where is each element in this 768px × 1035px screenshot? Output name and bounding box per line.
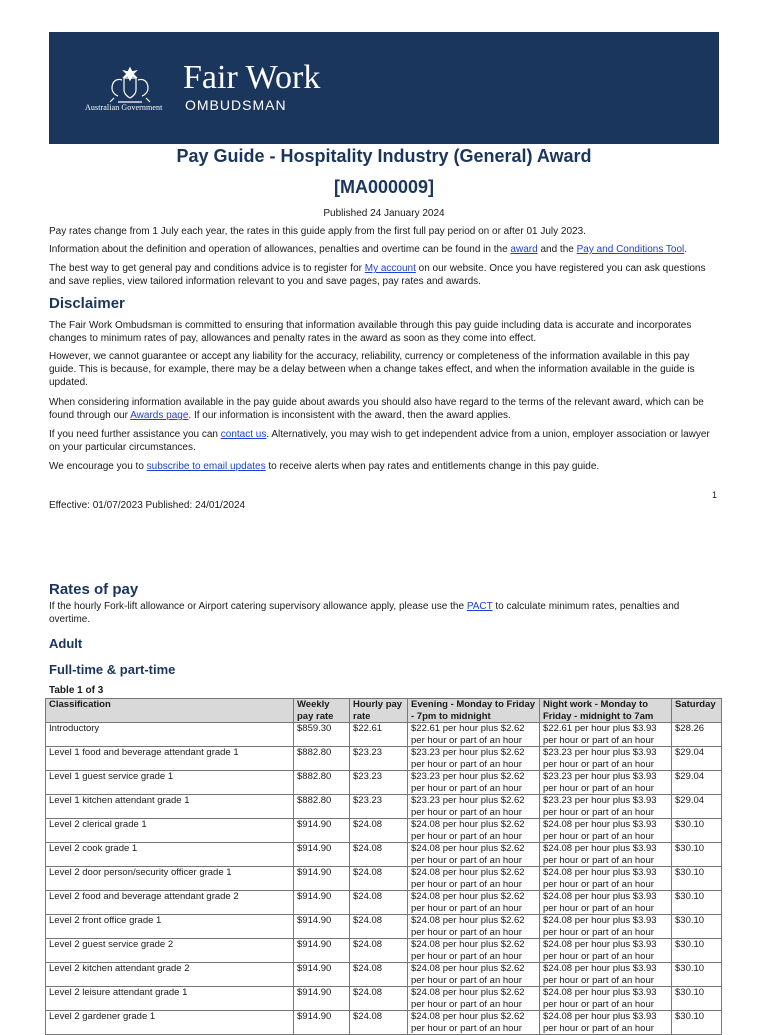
cell-hourly: $23.23 bbox=[350, 771, 408, 795]
coat-of-arms-logo bbox=[104, 64, 156, 106]
page-title: Pay Guide - Hospitality Industry (General) Award bbox=[176, 146, 592, 166]
cell-night: $24.08 per hour plus $3.93 per hour or part of an hour bbox=[540, 867, 672, 891]
cell-night: $24.08 per hour plus $3.93 per hour or part of an hour bbox=[540, 915, 672, 939]
footer-effective: Effective: 01/07/2023 Published: 24/01/2024 bbox=[49, 500, 246, 511]
cell-hourly: $24.08 bbox=[350, 1011, 408, 1035]
disclaimer-paragraph-2: However, we cannot guarantee or accept any liability for the accuracy, reliability, currency or completeness of the information available in this pay guide. This is because, for example, there may be a delay between when a change takes effect, and when the information available in the guide is updated. bbox=[49, 351, 695, 388]
cell-weekly: $914.90 bbox=[294, 939, 350, 963]
disclaimer-paragraph-4: If you need further assistance you can contact us. Alternatively, you may wish to get independent advice from a union, employer association or lawyer on your particular circumstances. bbox=[49, 429, 710, 453]
adult-heading: Adult bbox=[49, 636, 83, 651]
subscribe-link[interactable]: subscribe to email updates bbox=[146, 461, 266, 472]
cell-hourly: $24.08 bbox=[350, 939, 408, 963]
cell-weekly: $914.90 bbox=[294, 843, 350, 867]
pay-rates-table bbox=[45, 698, 722, 1035]
rates-intro: If the hourly Fork-lift allowance or Airport catering supervisory allowance apply, please use the PACT to calculate minimum rates, penalties and overtime. bbox=[49, 601, 680, 625]
cell-weekly: $882.80 bbox=[294, 795, 350, 819]
cell-evening: $24.08 per hour plus $2.62 per hour or part of an hour bbox=[408, 867, 540, 891]
cell-night: $24.08 per hour plus $3.93 per hour or part of an hour bbox=[540, 819, 672, 843]
cell-evening: $24.08 per hour plus $2.62 per hour or part of an hour bbox=[408, 819, 540, 843]
cell-hourly: $24.08 bbox=[350, 867, 408, 891]
table-row bbox=[46, 747, 722, 771]
col-saturday: Saturday bbox=[672, 699, 722, 723]
intro-paragraph-1: Pay rates change from 1 July each year, the rates in this guide apply from the first full pay period on or after 01 July 2023. bbox=[49, 226, 586, 237]
table-row bbox=[46, 987, 722, 1011]
cell-weekly: $914.90 bbox=[294, 891, 350, 915]
disclaimer-heading: Disclaimer bbox=[49, 295, 125, 312]
cell-weekly: $914.90 bbox=[294, 915, 350, 939]
full-time-part-time-heading: Full-time & part-time bbox=[49, 662, 176, 677]
table-row bbox=[46, 939, 722, 963]
cell-evening: $24.08 per hour plus $2.62 per hour or part of an hour bbox=[408, 987, 540, 1011]
cell-evening: $24.08 per hour plus $2.62 per hour or part of an hour bbox=[408, 915, 540, 939]
cell-evening: $22.61 per hour plus $2.62 per hour or part of an hour bbox=[408, 723, 540, 747]
cell-hourly: $24.08 bbox=[350, 843, 408, 867]
cell-night: $23.23 per hour plus $3.93 per hour or part of an hour bbox=[540, 747, 672, 771]
cell-evening: $24.08 per hour plus $2.62 per hour or part of an hour bbox=[408, 843, 540, 867]
government-label: Australian Government bbox=[85, 103, 163, 112]
cell-evening: $24.08 per hour plus $2.62 per hour or part of an hour bbox=[408, 1011, 540, 1035]
cell-saturday: $30.10 bbox=[672, 987, 722, 1011]
my-account-link[interactable]: My account bbox=[364, 263, 416, 274]
cell-saturday: $30.10 bbox=[672, 843, 722, 867]
cell-classification: Level 2 guest service grade 2 bbox=[46, 939, 294, 963]
cell-evening: $23.23 per hour plus $2.62 per hour or part of an hour bbox=[408, 747, 540, 771]
cell-saturday: $28.26 bbox=[672, 723, 722, 747]
cell-hourly: $22.61 bbox=[350, 723, 408, 747]
cell-hourly: $23.23 bbox=[350, 795, 408, 819]
cell-hourly: $24.08 bbox=[350, 915, 408, 939]
cell-classification: Level 2 door person/security officer grade 1 bbox=[46, 867, 294, 891]
disclaimer-paragraph-1: The Fair Work Ombudsman is committed to ensuring that information available through this pay guide including data is accurate and incorporates changes to minimum rates of pay, allowances and penalty rates in the award as soon as they come into effect. bbox=[49, 320, 692, 344]
cell-night: $23.23 per hour plus $3.93 per hour or part of an hour bbox=[540, 795, 672, 819]
cell-evening: $24.08 per hour plus $2.62 per hour or part of an hour bbox=[408, 939, 540, 963]
cell-classification: Level 2 kitchen attendant grade 2 bbox=[46, 963, 294, 987]
cell-hourly: $24.08 bbox=[350, 987, 408, 1011]
cell-weekly: $859.30 bbox=[294, 723, 350, 747]
disclaimer-paragraph-5: We encourage you to subscribe to email updates to receive alerts when pay rates and entitlements change in this pay guide. bbox=[49, 461, 600, 472]
contact-us-link[interactable]: contact us bbox=[220, 429, 267, 440]
col-hourly-pay-rate: Hourly pay rate bbox=[350, 699, 408, 723]
table-row bbox=[46, 843, 722, 867]
cell-classification: Level 2 front office grade 1 bbox=[46, 915, 294, 939]
cell-classification: Level 2 cook grade 1 bbox=[46, 843, 294, 867]
cell-night: $24.08 per hour plus $3.93 per hour or part of an hour bbox=[540, 987, 672, 1011]
cell-night: $24.08 per hour plus $3.93 per hour or part of an hour bbox=[540, 843, 672, 867]
cell-night: $24.08 per hour plus $3.93 per hour or part of an hour bbox=[540, 891, 672, 915]
page-number: 1 bbox=[712, 490, 718, 500]
pay-conditions-tool-link[interactable]: Pay and Conditions Tool bbox=[576, 244, 685, 255]
rates-heading: Rates of pay bbox=[49, 581, 139, 598]
pact-link[interactable]: PACT bbox=[466, 601, 493, 612]
cell-weekly: $914.90 bbox=[294, 987, 350, 1011]
table-row bbox=[46, 723, 722, 747]
cell-evening: $24.08 per hour plus $2.62 per hour or part of an hour bbox=[408, 891, 540, 915]
cell-evening: $23.23 per hour plus $2.62 per hour or part of an hour bbox=[408, 771, 540, 795]
award-code: [MA000009] bbox=[333, 177, 435, 197]
table-row bbox=[46, 771, 722, 795]
cell-weekly: $914.90 bbox=[294, 819, 350, 843]
table-row bbox=[46, 819, 722, 843]
cell-saturday: $30.10 bbox=[672, 867, 722, 891]
cell-saturday: $29.04 bbox=[672, 771, 722, 795]
table-row bbox=[46, 1011, 722, 1035]
cell-classification: Level 1 guest service grade 1 bbox=[46, 771, 294, 795]
cell-classification: Level 2 food and beverage attendant grade 2 bbox=[46, 891, 294, 915]
award-link[interactable]: award bbox=[510, 244, 538, 255]
col-classification: Classification bbox=[46, 699, 294, 723]
cell-hourly: $24.08 bbox=[350, 819, 408, 843]
intro-paragraph-3: The best way to get general pay and conditions advice is to register for My account on our website. Once you have registered you can ask questions and save replies, view tailored information relevant to you and save pages, pay rates and awards. bbox=[49, 263, 706, 287]
table-row bbox=[46, 795, 722, 819]
table-row bbox=[46, 867, 722, 891]
awards-page-link[interactable]: Awards page bbox=[130, 410, 189, 421]
cell-classification: Level 2 leisure attendant grade 1 bbox=[46, 987, 294, 1011]
disclaimer-paragraph-3: When considering information available in the pay guide about awards you should also have regard to the terms of the relevant award, which can be found through our Awards page. If our information is inconsistent with the award, then the award applies. bbox=[49, 397, 704, 421]
cell-hourly: $24.08 bbox=[350, 963, 408, 987]
cell-classification: Introductory bbox=[46, 723, 294, 747]
table-header-row bbox=[46, 699, 722, 723]
cell-saturday: $30.10 bbox=[672, 963, 722, 987]
col-night-work: Night work - Monday to Friday - midnight to 7am bbox=[540, 699, 672, 723]
cell-saturday: $30.10 bbox=[672, 891, 722, 915]
table-row bbox=[46, 891, 722, 915]
cell-evening: $23.23 per hour plus $2.62 per hour or part of an hour bbox=[408, 795, 540, 819]
cell-saturday: $29.04 bbox=[672, 795, 722, 819]
cell-night: $24.08 per hour plus $3.93 per hour or part of an hour bbox=[540, 1011, 672, 1035]
cell-saturday: $30.10 bbox=[672, 1011, 722, 1035]
cell-saturday: $30.10 bbox=[672, 819, 722, 843]
cell-weekly: $882.80 bbox=[294, 747, 350, 771]
table-row bbox=[46, 963, 722, 987]
cell-saturday: $30.10 bbox=[672, 915, 722, 939]
cell-hourly: $23.23 bbox=[350, 747, 408, 771]
cell-classification: Level 1 food and beverage attendant grade 1 bbox=[46, 747, 294, 771]
cell-night: $23.23 per hour plus $3.93 per hour or part of an hour bbox=[540, 771, 672, 795]
cell-saturday: $30.10 bbox=[672, 939, 722, 963]
cell-weekly: $914.90 bbox=[294, 963, 350, 987]
cell-classification: Level 2 clerical grade 1 bbox=[46, 819, 294, 843]
col-weekly-pay-rate: Weekly pay rate bbox=[294, 699, 350, 723]
brand-title: Fair Work bbox=[183, 59, 321, 96]
cell-weekly: $914.90 bbox=[294, 867, 350, 891]
table-row bbox=[46, 915, 722, 939]
intro-paragraph-2: Information about the definition and operation of allowances, penalties and overtime can be found in the award and the Pay and Conditions Tool. bbox=[49, 244, 688, 255]
cell-hourly: $24.08 bbox=[350, 891, 408, 915]
cell-weekly: $914.90 bbox=[294, 1011, 350, 1035]
cell-classification: Level 2 gardener grade 1 bbox=[46, 1011, 294, 1035]
published-date: Published 24 January 2024 bbox=[323, 208, 445, 219]
cell-night: $24.08 per hour plus $3.93 per hour or part of an hour bbox=[540, 939, 672, 963]
cell-evening: $24.08 per hour plus $2.62 per hour or part of an hour bbox=[408, 963, 540, 987]
cell-night: $22.61 per hour plus $3.93 per hour or part of an hour bbox=[540, 723, 672, 747]
col-evening: Evening - Monday to Friday - 7pm to midnight bbox=[408, 699, 540, 723]
cell-weekly: $882.80 bbox=[294, 771, 350, 795]
cell-classification: Level 1 kitchen attendant grade 1 bbox=[46, 795, 294, 819]
brand-subtitle: OMBUDSMAN bbox=[185, 97, 287, 113]
cell-saturday: $29.04 bbox=[672, 747, 722, 771]
cell-night: $24.08 per hour plus $3.93 per hour or part of an hour bbox=[540, 963, 672, 987]
table-caption: Table 1 of 3 bbox=[49, 685, 104, 696]
